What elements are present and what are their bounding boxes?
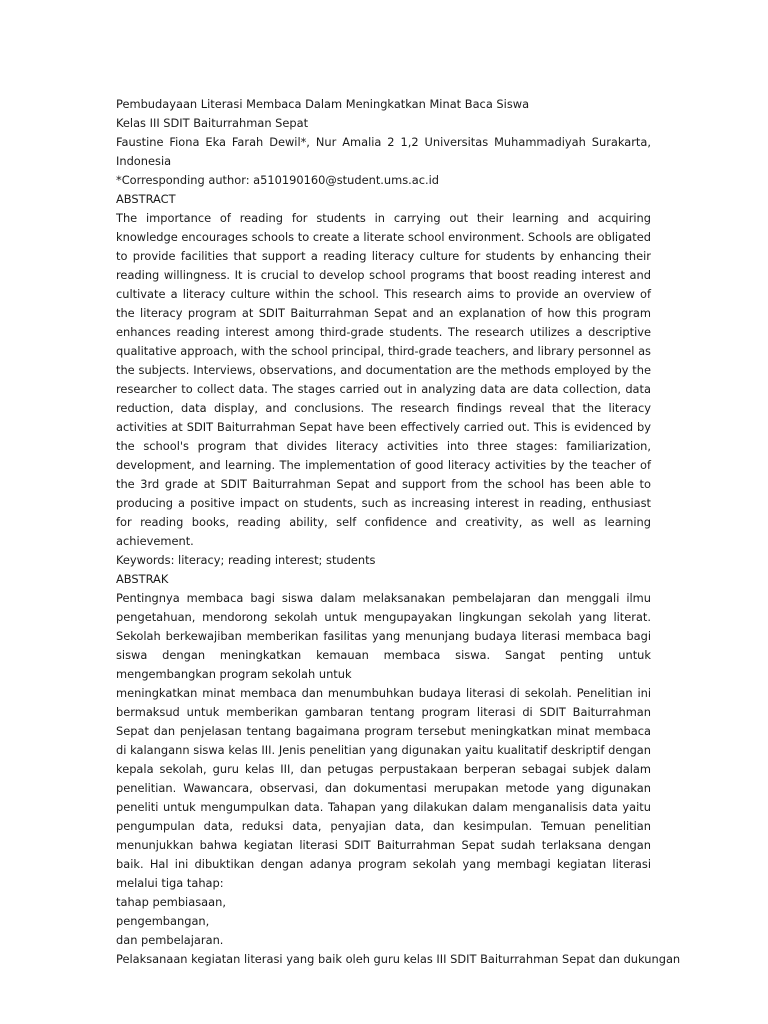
stage-item-1: tahap pembiasaan, bbox=[116, 895, 226, 909]
abstract-text: The importance of reading for students in carrying out their learning and acquiring knowledge encourages schools to create a literate school environment. Schools are obligated to provide facilities that support a reading literacy culture for students by enhancing their reading willingness. It is crucial to develop school programs that boost reading interest and cultivate a literacy culture within the school. This research aims to provide an overview of the literacy program at SDIT Baiturrahman Sepat and an explanation of how this program enhances reading interest among third-grade students. The research utilizes a descriptive qualitative approach, with the school principal, third-grade teachers, and library personnel as the subjects. Interviews, observations, and documentation are the methods employed by the researcher to collect data. The stages carried out in analyzing data are data collection, data reduction, data display, and conclusions. The research findings reveal that the literacy activities at SDIT Baiturrahman Sepat have been effectively carried out. This is evidenced by the school's program that divides literacy activities into three stages: familiarization, development, and learning. The implementation of good literacy activities by the teacher of the 3rd grade at SDIT Baiturrahman Sepat and support from the school has been able to producing a positive impact on students, such as increasing interest in reading, enthusiast for reading books, reading ability, self confidence and creativity, as well as learning achievement. bbox=[116, 211, 651, 548]
authors: Faustine Fiona Eka Farah Dewil*, Nur Amalia 2 1,2 Universitas Muhammadiyah Surakarta, Indonesia bbox=[116, 135, 651, 168]
abstrak-heading: ABSTRAK bbox=[116, 572, 169, 586]
document-page bbox=[116, 95, 681, 969]
title-line-2: Kelas III SDIT Baiturrahman Sepat bbox=[116, 116, 309, 130]
stage-item-3: dan pembelajaran. bbox=[116, 933, 224, 947]
stage-item-2: pengembangan, bbox=[116, 914, 210, 928]
abstrak-paragraph-1: Pentingnya membaca bagi siswa dalam melaksanakan pembelajaran dan menggali ilmu pengetahuan, mendorong sekolah untuk mengupayakan lingkungan sekolah yang literat. Sekolah berkewajiban memberikan fasilitas yang menunjang budaya literasi membaca bagi siswa dengan meningkatkan kemauan membaca siswa. Sangat penting untuk mengembangkan program sekolah untuk bbox=[116, 591, 651, 681]
continuation-line: Pelaksanaan kegiatan literasi yang baik oleh guru kelas III SDIT Baiturrahman Sepat dan dukungan bbox=[116, 952, 681, 966]
title-line-1: Pembudayaan Literasi Membaca Dalam Meningkatkan Minat Baca Siswa bbox=[116, 97, 530, 111]
corresponding-author: *Corresponding author: a510190160@student.ums.ac.id bbox=[116, 173, 440, 187]
abstrak-paragraph-2: meningkatkan minat membaca dan menumbuhkan budaya literasi di sekolah. Penelitian ini bermaksud untuk memberikan gambaran tentang program literasi di SDIT Baiturrahman Sepat dan penjelasan tentang bagaimana program tersebut meningkatkan minat membaca di kalangann siswa kelas III. Jenis penelitian yang digunakan yaitu kualitatif deskriptif dengan kepala sekolah, guru kelas III, dan petugas perpustakaan berperan sebagai subjek dalam penelitian. Wawancara, observasi, dan dokumentasi merupakan metode yang digunakan peneliti untuk mengumpulkan data. Tahapan yang dilakukan dalam menganalisis data yaitu pengumpulan data, reduksi data, penyajian data, dan kesimpulan. Temuan penelitian menunjukkan bahwa kegiatan literasi SDIT Baiturrahman Sepat sudah terlaksana dengan baik. Hal ini dibuktikan dengan adanya program sekolah yang membagi kegiatan literasi melalui tiga tahap: bbox=[116, 686, 651, 890]
keywords: Keywords: literacy; reading interest; students bbox=[116, 553, 376, 567]
abstract-heading: ABSTRACT bbox=[116, 192, 176, 206]
